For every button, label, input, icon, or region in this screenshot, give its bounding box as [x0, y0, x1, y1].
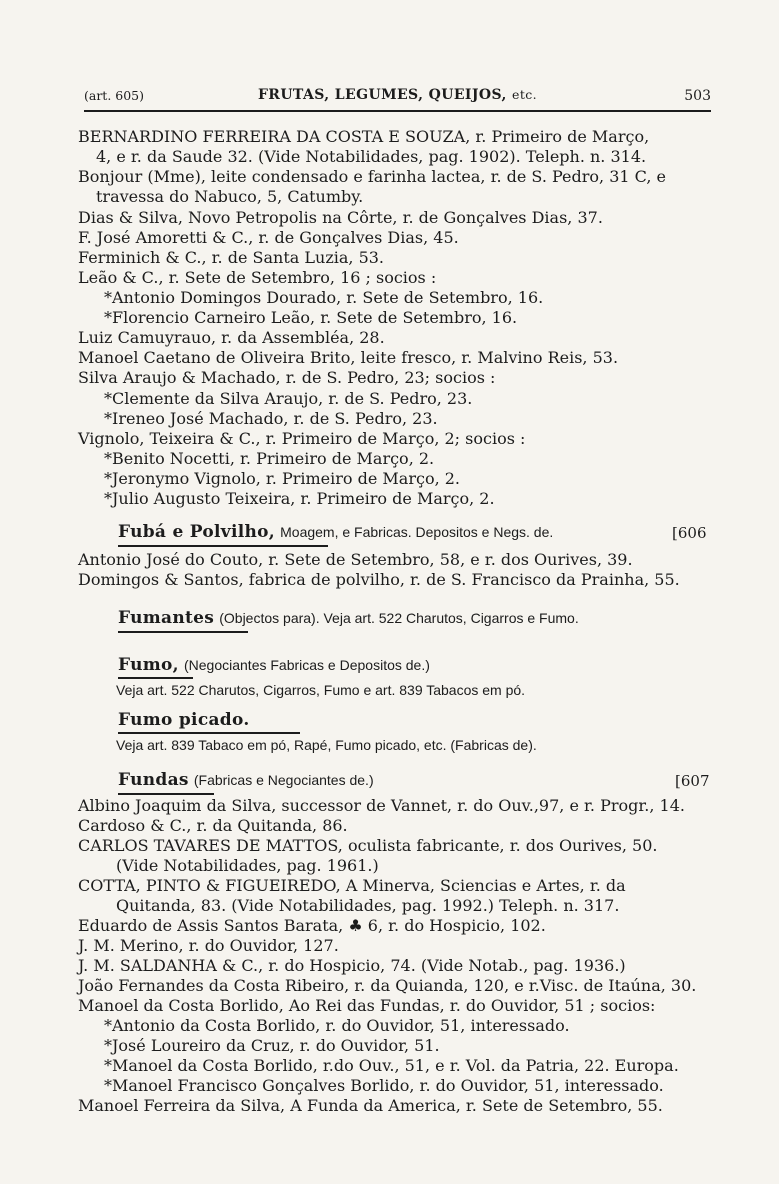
list-item: *Julio Augusto Teixeira, r. Primeiro de Março, 2.: [104, 489, 495, 508]
list-item: Eduardo de Assis Santos Barata, ♣ 6, r. do Hospicio, 102.: [78, 916, 546, 935]
heading-underline: [118, 732, 300, 734]
list-item: Antonio José do Couto, r. Sete de Setembro, 58, e r. dos Ourives, 39.: [78, 550, 633, 569]
list-item: *Clemente da Silva Araujo, r. de S. Pedro, 23.: [104, 389, 473, 408]
section-heading-fumo: Fumo, (Negociantes Fabricas e Depositos de.): [118, 655, 430, 675]
list-item: *Benito Nocetti, r. Primeiro de Março, 2.: [104, 449, 435, 468]
list-item: *Ireneo José Machado, r. de S. Pedro, 23.: [104, 409, 438, 428]
list-item: CARLOS TAVARES DE MATTOS, oculista fabricante, r. dos Ourives, 50.: [78, 836, 658, 855]
page-number: 503: [684, 88, 711, 104]
list-item: Quitanda, 83. (Vide Notabilidades, pag. 1992.) Teleph. n. 317.: [116, 896, 620, 915]
list-item: travessa do Nabuco, 5, Catumby.: [96, 187, 364, 206]
heading-underline: [118, 545, 328, 547]
list-item: Manoel Ferreira da Silva, A Funda da America, r. Sete de Setembro, 55.: [78, 1096, 663, 1115]
list-item: Manoel Caetano de Oliveira Brito, leite fresco, r. Malvino Reis, 53.: [78, 348, 619, 367]
list-item: *Manoel Francisco Gonçalves Borlido, r. do Ouvidor, 51, interessado.: [104, 1076, 664, 1095]
list-item: Dias & Silva, Novo Petropolis na Côrte, r. de Gonçalves Dias, 37.: [78, 208, 603, 227]
section-heading-fumantes: Fumantes (Objectos para). Veja art. 522 Charutos, Cigarros e Fumo.: [118, 608, 579, 628]
list-item: João Fernandes da Costa Ribeiro, r. da Quianda, 120, e r.Visc. de Itaúna, 30.: [78, 976, 697, 995]
section-ref-number: [607: [675, 772, 710, 790]
article-reference: (art. 605): [84, 88, 145, 103]
list-item: Bonjour (Mme), leite condensado e farinha lactea, r. de S. Pedro, 31 C, e: [78, 167, 666, 186]
list-item: BERNARDINO FERREIRA DA COSTA E SOUZA, r. Primeiro de Março,: [78, 127, 650, 146]
section-heading-fuba: Fubá e Polvilho, Moagem, e Fabricas. Depositos e Negs. de.: [118, 522, 554, 542]
list-item: Vignolo, Teixeira & C., r. Primeiro de Março, 2; socios :: [78, 429, 526, 448]
section-heading-fumo-picado: Fumo picado.: [118, 710, 250, 730]
list-item: *Florencio Carneiro Leão, r. Sete de Setembro, 16.: [104, 308, 518, 327]
list-item: COTTA, PINTO & FIGUEIREDO, A Minerva, Sciencias e Artes, r. da: [78, 876, 626, 895]
list-item: F. José Amoretti & C., r. de Gonçalves Dias, 45.: [78, 228, 459, 247]
section-ref-number: [606: [672, 524, 707, 542]
list-item: Silva Araujo & Machado, r. de S. Pedro, 23; socios :: [78, 368, 496, 387]
list-item: J. M. SALDANHA & C., r. do Hospicio, 74. (Vide Notab., pag. 1936.): [78, 956, 626, 975]
list-item: *José Loureiro da Cruz, r. do Ouvidor, 51.: [104, 1036, 440, 1055]
list-item: Albino Joaquim da Silva, successor de Vannet, r. do Ouv.,97, e r. Progr., 14.: [78, 796, 685, 815]
page-title: FRUTAS, LEGUMES, QUEIJOS, etc.: [257, 87, 538, 103]
list-item: Luiz Camuyrauo, r. da Assembléa, 28.: [78, 328, 385, 347]
cross-reference-note: Veja art. 522 Charutos, Cigarros, Fumo e art. 839 Tabacos em pó.: [116, 682, 526, 698]
list-item: Domingos & Santos, fabrica de polvilho, r. de S. Francisco da Prainha, 55.: [78, 570, 680, 589]
list-item: *Manoel da Costa Borlido, r.do Ouv., 51, e r. Vol. da Patria, 22. Europa.: [104, 1056, 679, 1075]
section-heading-fundas: Fundas (Fabricas e Negociantes de.): [118, 770, 374, 790]
heading-underline: [118, 793, 214, 795]
list-item: J. M. Merino, r. do Ouvidor, 127.: [78, 936, 339, 955]
list-item: (Vide Notabilidades, pag. 1961.): [116, 856, 379, 875]
running-header: [84, 88, 711, 112]
list-item: *Antonio da Costa Borlido, r. do Ouvidor, 51, interessado.: [104, 1016, 570, 1035]
list-item: Ferminich & C., r. de Santa Luzia, 53.: [78, 248, 385, 267]
list-item: Leão & C., r. Sete de Setembro, 16 ; socios :: [78, 268, 437, 287]
list-item: 4, e r. da Saude 32. (Vide Notabilidades, pag. 1902). Teleph. n. 314.: [96, 147, 647, 166]
list-item: Cardoso & C., r. da Quitanda, 86.: [78, 816, 348, 835]
heading-underline: [118, 631, 248, 633]
list-item: *Antonio Domingos Dourado, r. Sete de Setembro, 16.: [104, 288, 544, 307]
list-item: *Jeronymo Vignolo, r. Primeiro de Março, 2.: [104, 469, 461, 488]
list-item: Manoel da Costa Borlido, Ao Rei das Fundas, r. do Ouvidor, 51 ; socios:: [78, 996, 656, 1015]
heading-underline: [118, 677, 193, 679]
cross-reference-note: Veja art. 839 Tabaco em pó, Rapé, Fumo picado, etc. (Fabricas de).: [116, 737, 537, 753]
